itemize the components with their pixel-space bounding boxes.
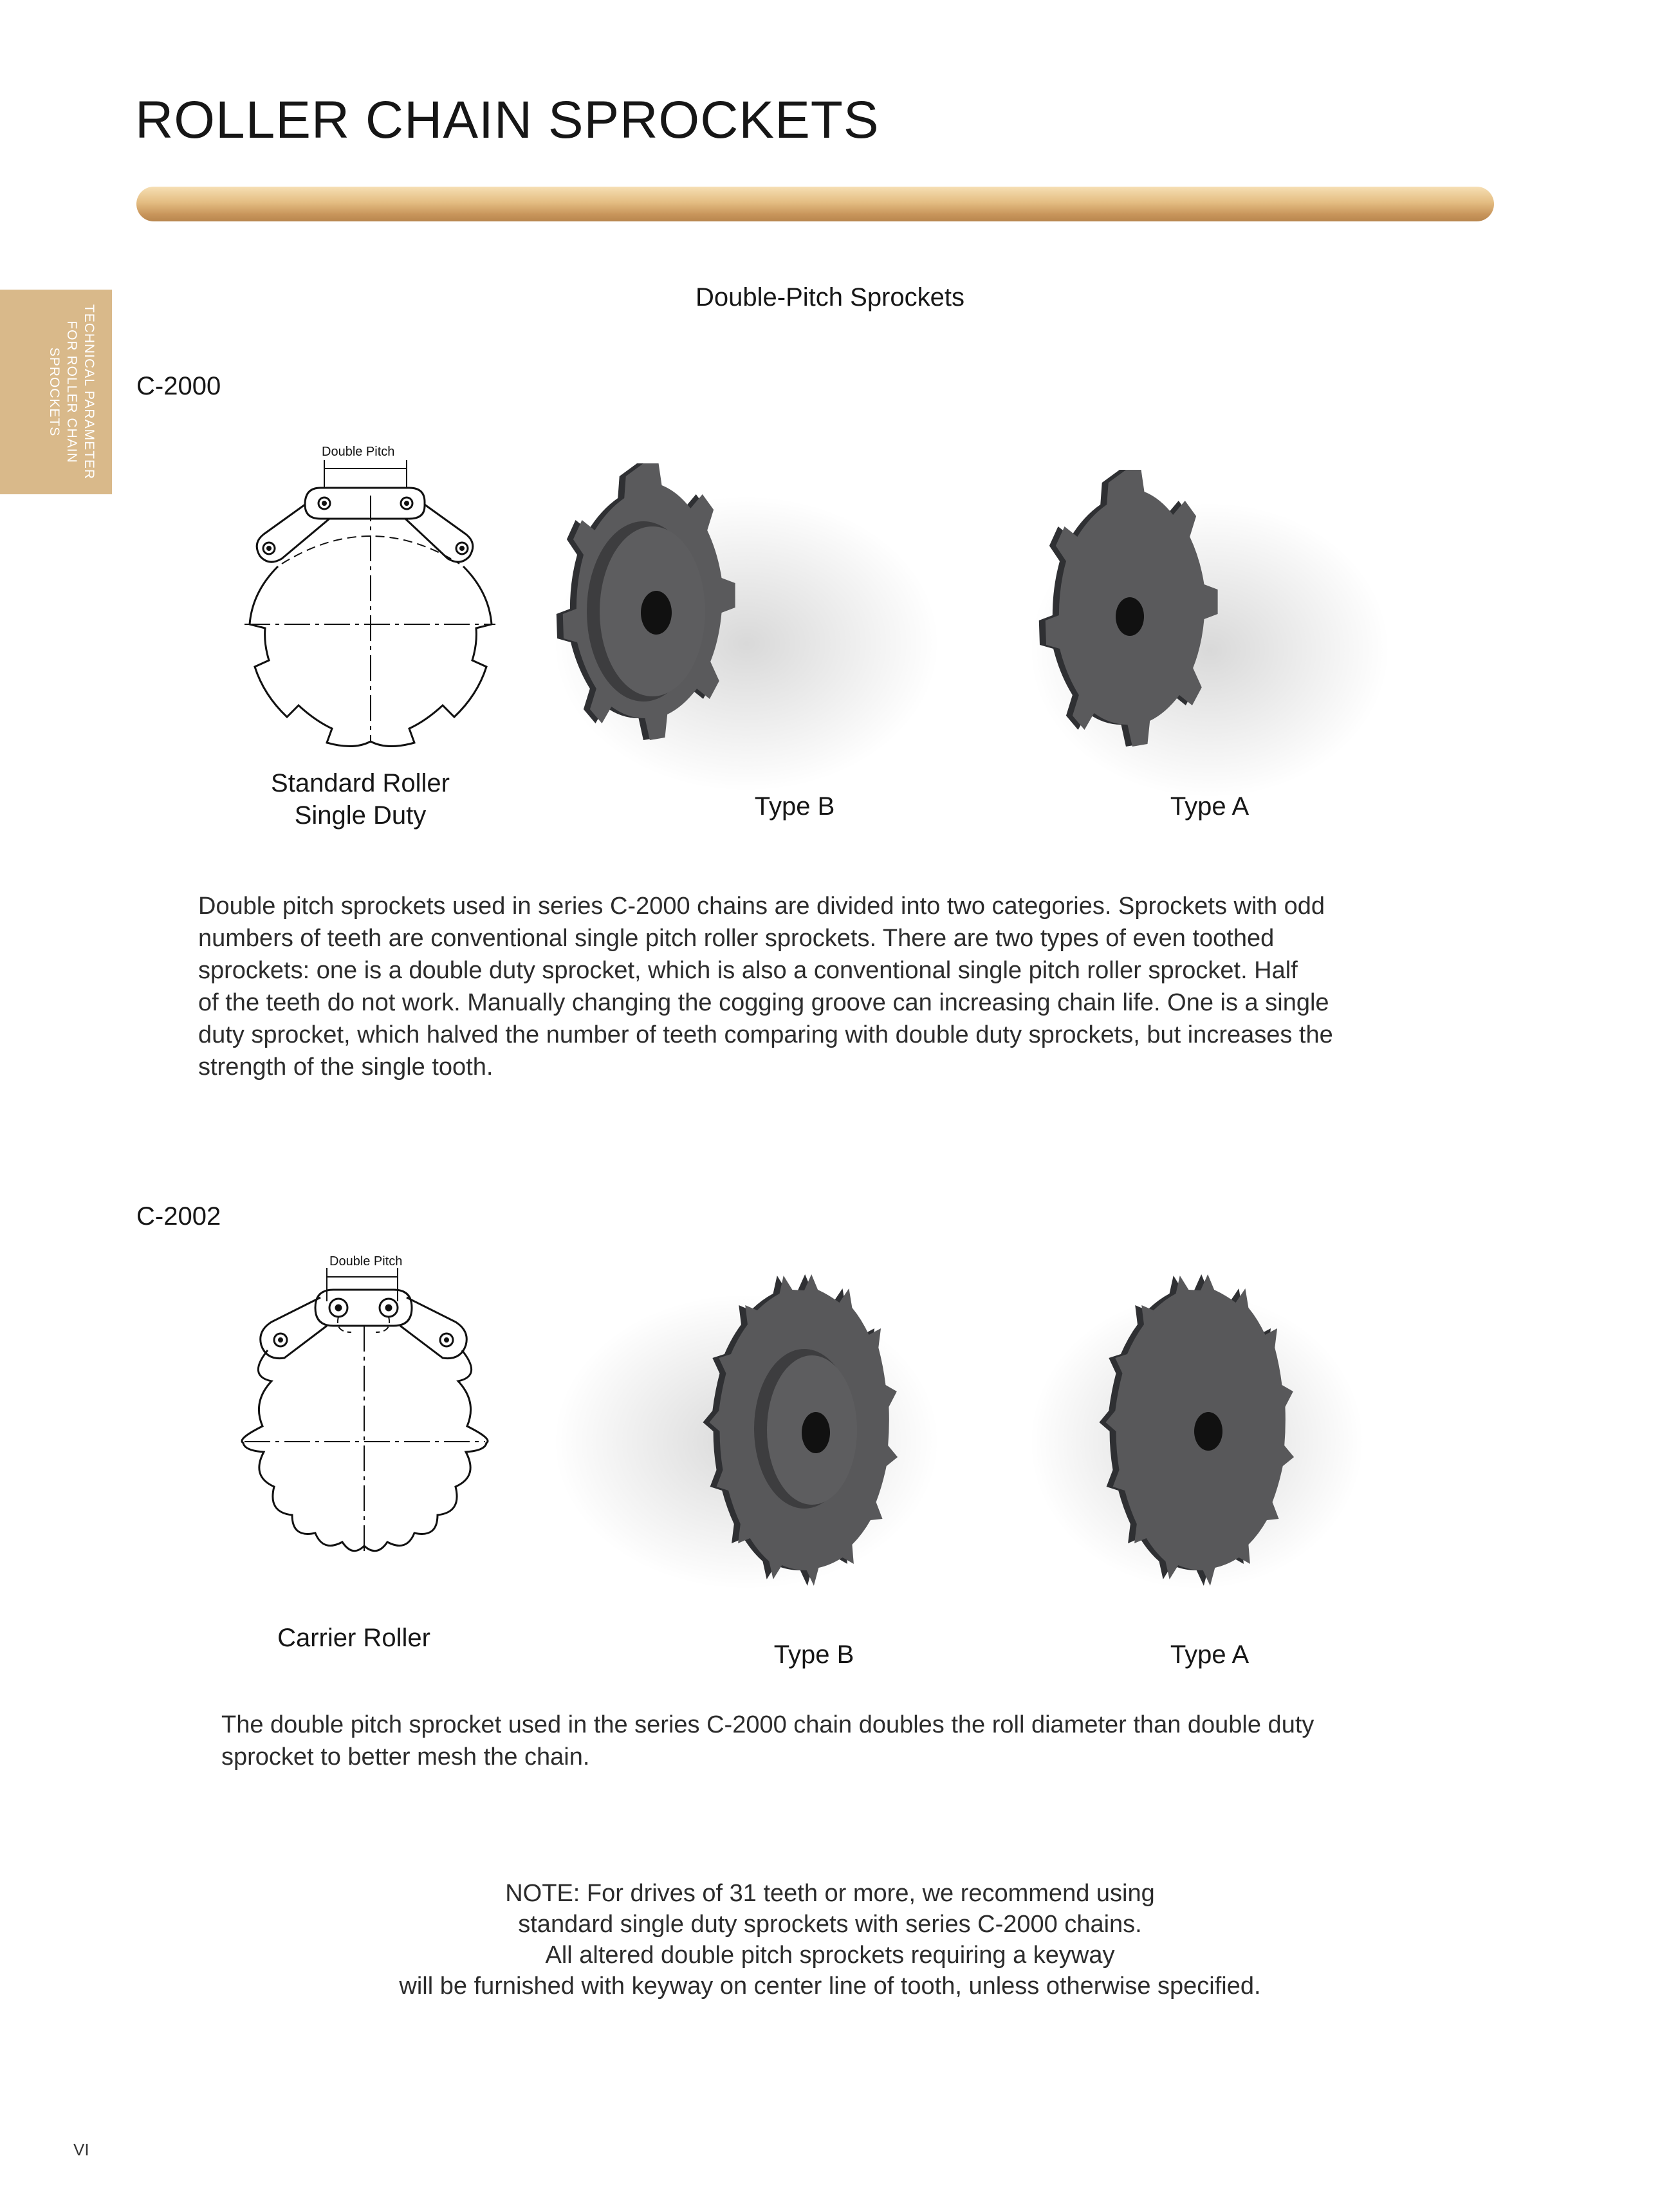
c2000-description xyxy=(198,890,1549,1083)
section-subtitle: Double-Pitch Sprockets xyxy=(696,283,964,311)
dimension-label: Double Pitch xyxy=(322,445,395,459)
c2000-type-a-sprocket-image xyxy=(1004,451,1390,798)
caption-line: Single Duty xyxy=(294,801,427,830)
dimension-label: Double Pitch xyxy=(329,1254,403,1269)
c2000-technical-drawing xyxy=(219,438,528,747)
page-number: VI xyxy=(73,2140,89,2159)
paragraph-line: duty sprocket, which halved the number of teeth comparing with double duty sprockets, but increases the xyxy=(198,1021,1333,1048)
paragraph-line: sprockets: one is a double duty sprocket, which is also a conventional single pitch roller sprocket. Half xyxy=(198,957,1298,984)
c2000-type-a-label: Type A xyxy=(1170,792,1250,821)
side-tab-line: SPROCKETS xyxy=(47,347,62,437)
note-line: standard single duty sprockets with series C-2000 chains. xyxy=(518,1911,1142,1938)
section-label-c2002: C-2002 xyxy=(136,1202,221,1231)
c2000-diagram-caption xyxy=(232,767,489,832)
title-accent-bar xyxy=(136,187,1494,221)
c2002-type-a-sprocket-image xyxy=(1004,1249,1364,1596)
c2002-type-b-sprocket-image xyxy=(515,1249,927,1596)
note-line: NOTE: For drives of 31 teeth or more, we recommend using xyxy=(505,1880,1155,1907)
page-title: ROLLER CHAIN SPROCKETS xyxy=(135,91,880,149)
c2002-technical-drawing xyxy=(225,1255,508,1564)
c2000-type-b-sprocket-image xyxy=(515,451,927,785)
c2002-type-a-label: Type A xyxy=(1170,1640,1250,1669)
paragraph-line: strength of the single tooth. xyxy=(198,1054,493,1081)
side-tab-line: FOR ROLLER CHAIN xyxy=(64,321,79,463)
c2000-type-b-label: Type B xyxy=(754,792,835,821)
caption-line: Carrier Roller xyxy=(277,1624,430,1652)
section-label-c2000: C-2000 xyxy=(136,372,221,400)
caption-line: Standard Roller xyxy=(271,769,450,797)
note-line: will be furnished with keyway on center line of tooth, unless otherwise specified. xyxy=(399,1973,1261,2000)
paragraph-line: Double pitch sprockets used in series C-2000 chains are divided into two categories. Sprockets with odd xyxy=(198,893,1325,920)
side-tab-text xyxy=(27,302,98,481)
c2002-type-b-label: Type B xyxy=(773,1640,854,1669)
paragraph-line: numbers of teeth are conventional single pitch roller sprockets. There are two types of even toothed xyxy=(198,925,1275,952)
paragraph-line: sprocket to better mesh the chain. xyxy=(221,1743,590,1771)
c2002-diagram-caption xyxy=(225,1622,483,1654)
side-tab xyxy=(0,290,112,494)
note-line: All altered double pitch sprockets requiring a keyway xyxy=(545,1942,1115,1969)
side-tab-line: TECHNICAL PARAMETER xyxy=(82,304,97,480)
c2002-description xyxy=(221,1709,1572,1773)
paragraph-line: of the teeth do not work. Manually changing the cogging groove can increasing chain life. One is a single xyxy=(198,989,1329,1016)
paragraph-line: The double pitch sprocket used in the series C-2000 chain doubles the roll diameter than double duty xyxy=(221,1711,1314,1738)
note-block xyxy=(0,1878,1660,2002)
